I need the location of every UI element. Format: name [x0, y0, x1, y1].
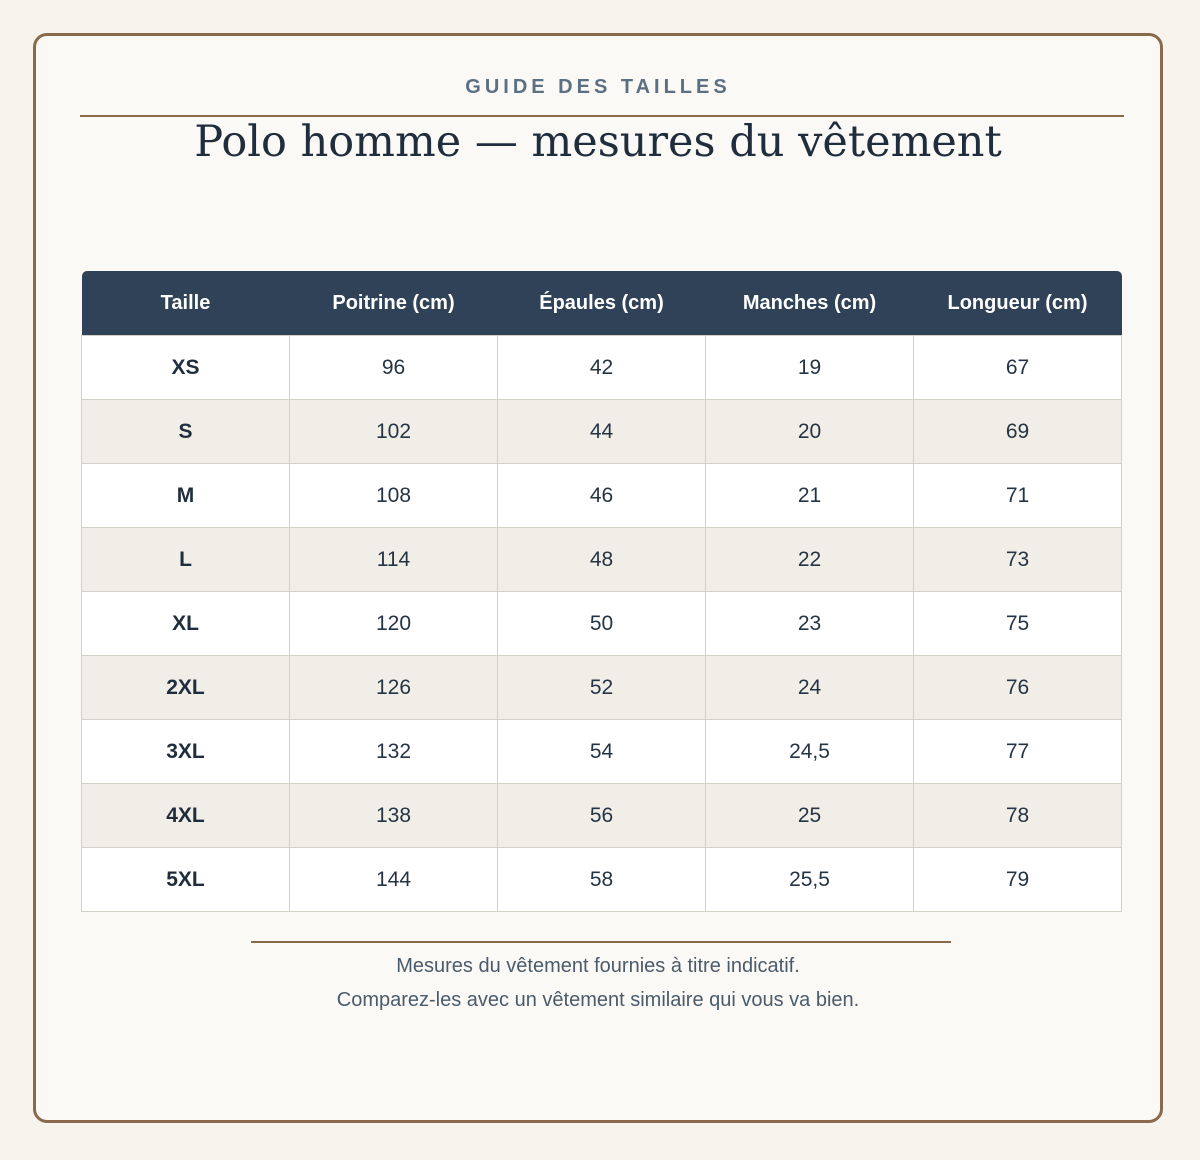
table-row [82, 464, 1122, 528]
column-header-shoulders: Épaules (cm) [498, 271, 706, 336]
size-guide-card [33, 33, 1163, 1123]
sleeves-cell: 25 [706, 784, 914, 848]
chest-cell: 138 [290, 784, 498, 848]
size-cell: 4XL [82, 784, 290, 848]
sleeves-cell: 24,5 [706, 720, 914, 784]
sleeves-cell: 24 [706, 656, 914, 720]
column-header-chest: Poitrine (cm) [290, 271, 498, 336]
length-cell: 78 [914, 784, 1122, 848]
shoulders-cell: 50 [498, 592, 706, 656]
length-cell: 73 [914, 528, 1122, 592]
chest-cell: 144 [290, 848, 498, 912]
table-row [82, 592, 1122, 656]
footer-divider [251, 941, 951, 943]
length-cell: 76 [914, 656, 1122, 720]
length-cell: 77 [914, 720, 1122, 784]
page-title: Polo homme — mesures du vêtement [194, 117, 1002, 167]
sleeves-cell: 20 [706, 400, 914, 464]
size-cell: XL [82, 592, 290, 656]
table-row [82, 784, 1122, 848]
sleeves-cell: 19 [706, 336, 914, 400]
footnote-line-1: Mesures du vêtement fournies à titre indicatif. [396, 955, 800, 977]
size-cell: 5XL [82, 848, 290, 912]
chest-cell: 96 [290, 336, 498, 400]
size-table [81, 271, 1122, 912]
table-row [82, 400, 1122, 464]
table-row [82, 336, 1122, 400]
size-cell: M [82, 464, 290, 528]
shoulders-cell: 56 [498, 784, 706, 848]
shoulders-cell: 54 [498, 720, 706, 784]
footnote-line-2: Comparez-les avec un vêtement similaire qui vous va bien. [336, 989, 860, 1011]
shoulders-cell: 48 [498, 528, 706, 592]
section-eyebrow: GUIDE DES TAILLES [465, 76, 731, 98]
column-header-size: Taille [82, 271, 290, 336]
table-row [82, 528, 1122, 592]
length-cell: 79 [914, 848, 1122, 912]
sleeves-cell: 22 [706, 528, 914, 592]
size-cell: XS [82, 336, 290, 400]
table-row [82, 848, 1122, 912]
shoulders-cell: 58 [498, 848, 706, 912]
shoulders-cell: 46 [498, 464, 706, 528]
length-cell: 69 [914, 400, 1122, 464]
sleeves-cell: 21 [706, 464, 914, 528]
shoulders-cell: 44 [498, 400, 706, 464]
chest-cell: 120 [290, 592, 498, 656]
size-cell: L [82, 528, 290, 592]
shoulders-cell: 52 [498, 656, 706, 720]
length-cell: 75 [914, 592, 1122, 656]
table-header-row [82, 271, 1122, 336]
sleeves-cell: 23 [706, 592, 914, 656]
size-cell: 2XL [82, 656, 290, 720]
table-header [82, 271, 1122, 336]
size-cell: S [82, 400, 290, 464]
chest-cell: 102 [290, 400, 498, 464]
table-row [82, 720, 1122, 784]
sleeves-cell: 25,5 [706, 848, 914, 912]
table-row [82, 656, 1122, 720]
table-body [82, 336, 1122, 912]
size-cell: 3XL [82, 720, 290, 784]
length-cell: 71 [914, 464, 1122, 528]
chest-cell: 114 [290, 528, 498, 592]
chest-cell: 126 [290, 656, 498, 720]
column-header-sleeves: Manches (cm) [706, 271, 914, 336]
chest-cell: 108 [290, 464, 498, 528]
length-cell: 67 [914, 336, 1122, 400]
shoulders-cell: 42 [498, 336, 706, 400]
column-header-length: Longueur (cm) [914, 271, 1122, 336]
chest-cell: 132 [290, 720, 498, 784]
